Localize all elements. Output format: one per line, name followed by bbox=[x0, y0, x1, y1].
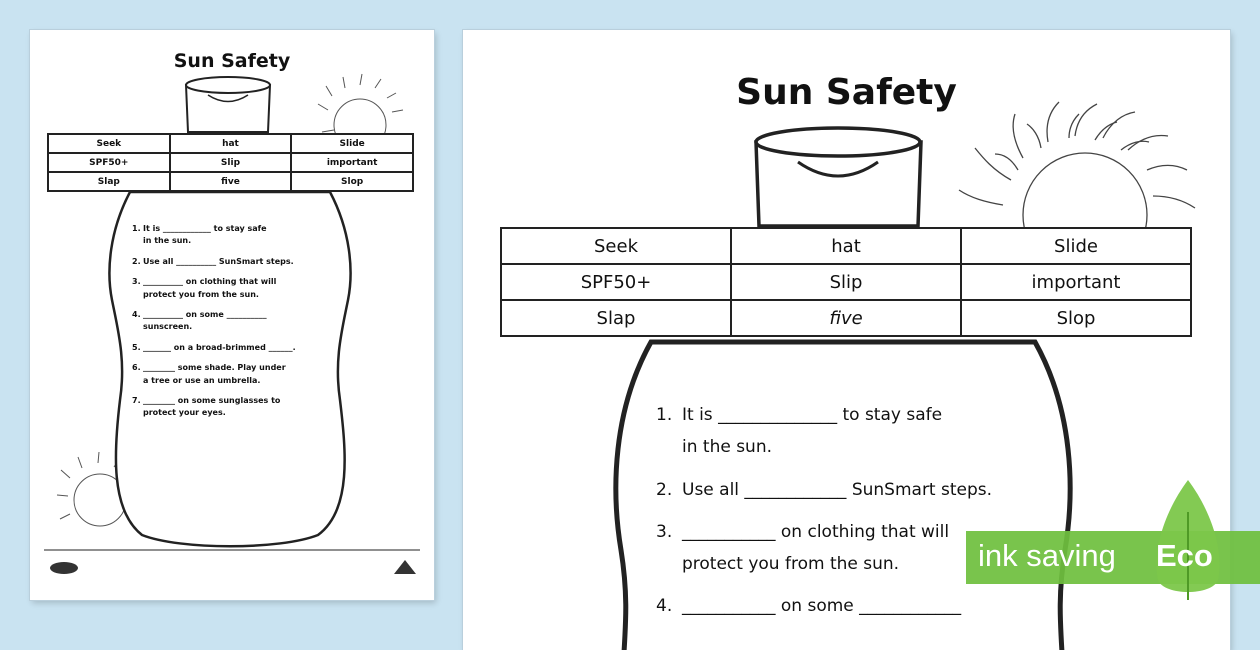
worksheet-title: Sun Safety bbox=[736, 72, 957, 113]
list-item bbox=[132, 342, 332, 354]
worksheet-title: Sun Safety bbox=[173, 50, 291, 72]
list-item bbox=[132, 395, 332, 420]
word-cell: hat bbox=[731, 228, 961, 264]
question-list bbox=[132, 223, 332, 428]
question-text: sunscreen. bbox=[143, 322, 193, 332]
word-cell: Seek bbox=[501, 228, 731, 264]
question-number: 4. bbox=[132, 309, 141, 319]
question-text: __________ on clothing that will bbox=[143, 277, 277, 287]
question-text: It is ______________ to stay safe bbox=[682, 405, 943, 425]
question-text: ___________ on clothing that will bbox=[682, 521, 950, 542]
word-cell: Slip bbox=[731, 264, 961, 300]
question-text: ________ some shade. Play under bbox=[143, 363, 286, 373]
ink-saving-eco-badge bbox=[966, 472, 1260, 600]
question-number: 5. bbox=[132, 342, 141, 352]
logo-icon bbox=[46, 558, 86, 578]
table-row bbox=[48, 153, 413, 172]
logo-icon bbox=[390, 556, 420, 580]
question-text: ________ on some sunglasses to bbox=[143, 395, 281, 405]
question-number: 4. bbox=[656, 596, 673, 617]
list-item bbox=[132, 276, 332, 301]
worksheet-preview-small bbox=[30, 30, 434, 600]
list-item bbox=[132, 223, 332, 248]
table-row bbox=[48, 172, 413, 191]
question-text: in the sun. bbox=[682, 437, 773, 458]
table-row bbox=[48, 134, 413, 153]
question-number: 7. bbox=[132, 395, 141, 405]
list-item bbox=[656, 399, 1036, 464]
question-text: Use all ____________ SunSmart steps. bbox=[682, 479, 993, 500]
question-text: protect your eyes. bbox=[143, 408, 226, 418]
word-bank-table bbox=[500, 227, 1192, 337]
question-text: protect you from the sun. bbox=[682, 554, 900, 575]
word-cell: Slip bbox=[170, 153, 292, 172]
word-cell: Seek bbox=[48, 134, 170, 153]
word-cell: five bbox=[731, 300, 961, 336]
eco-text: ink saving bbox=[978, 538, 1116, 573]
leaf-icon bbox=[966, 472, 1260, 600]
table-row bbox=[501, 228, 1191, 264]
question-number: 3. bbox=[132, 277, 141, 287]
question-number: 6. bbox=[132, 363, 141, 373]
word-cell: Slop bbox=[961, 300, 1191, 336]
word-cell: Slap bbox=[501, 300, 731, 336]
question-number: 1. bbox=[132, 224, 141, 233]
list-item bbox=[132, 309, 332, 334]
question-text: in the sun. bbox=[143, 236, 192, 246]
table-row bbox=[501, 300, 1191, 336]
table-row bbox=[501, 264, 1191, 300]
word-bank-table bbox=[47, 133, 414, 192]
question-text: __________ on some __________ bbox=[143, 309, 267, 319]
word-cell: important bbox=[291, 153, 413, 172]
question-text: It is ____________ to stay safe bbox=[143, 224, 267, 233]
word-cell: SPF50+ bbox=[501, 264, 731, 300]
word-cell: hat bbox=[170, 134, 292, 153]
list-item bbox=[132, 362, 332, 387]
question-number: 1. bbox=[656, 405, 673, 425]
word-cell: five bbox=[170, 172, 292, 191]
word-cell: important bbox=[961, 264, 1191, 300]
question-text: _______ on a broad-brimmed ______. bbox=[143, 342, 296, 352]
question-number: 3. bbox=[656, 521, 673, 542]
word-cell: Slap bbox=[48, 172, 170, 191]
question-number: 2. bbox=[656, 479, 673, 500]
question-text: protect you from the sun. bbox=[143, 289, 259, 299]
question-text: ___________ on some ____________ bbox=[682, 596, 962, 617]
word-cell: Slide bbox=[291, 134, 413, 153]
question-text: Use all __________ SunSmart steps. bbox=[143, 256, 294, 266]
word-cell: Slop bbox=[291, 172, 413, 191]
list-item bbox=[132, 256, 332, 268]
eco-label: Eco bbox=[1156, 538, 1213, 573]
question-text: a tree or use an umbrella. bbox=[143, 375, 261, 385]
word-cell: SPF50+ bbox=[48, 153, 170, 172]
question-number: 2. bbox=[132, 256, 141, 266]
word-cell: Slide bbox=[961, 228, 1191, 264]
